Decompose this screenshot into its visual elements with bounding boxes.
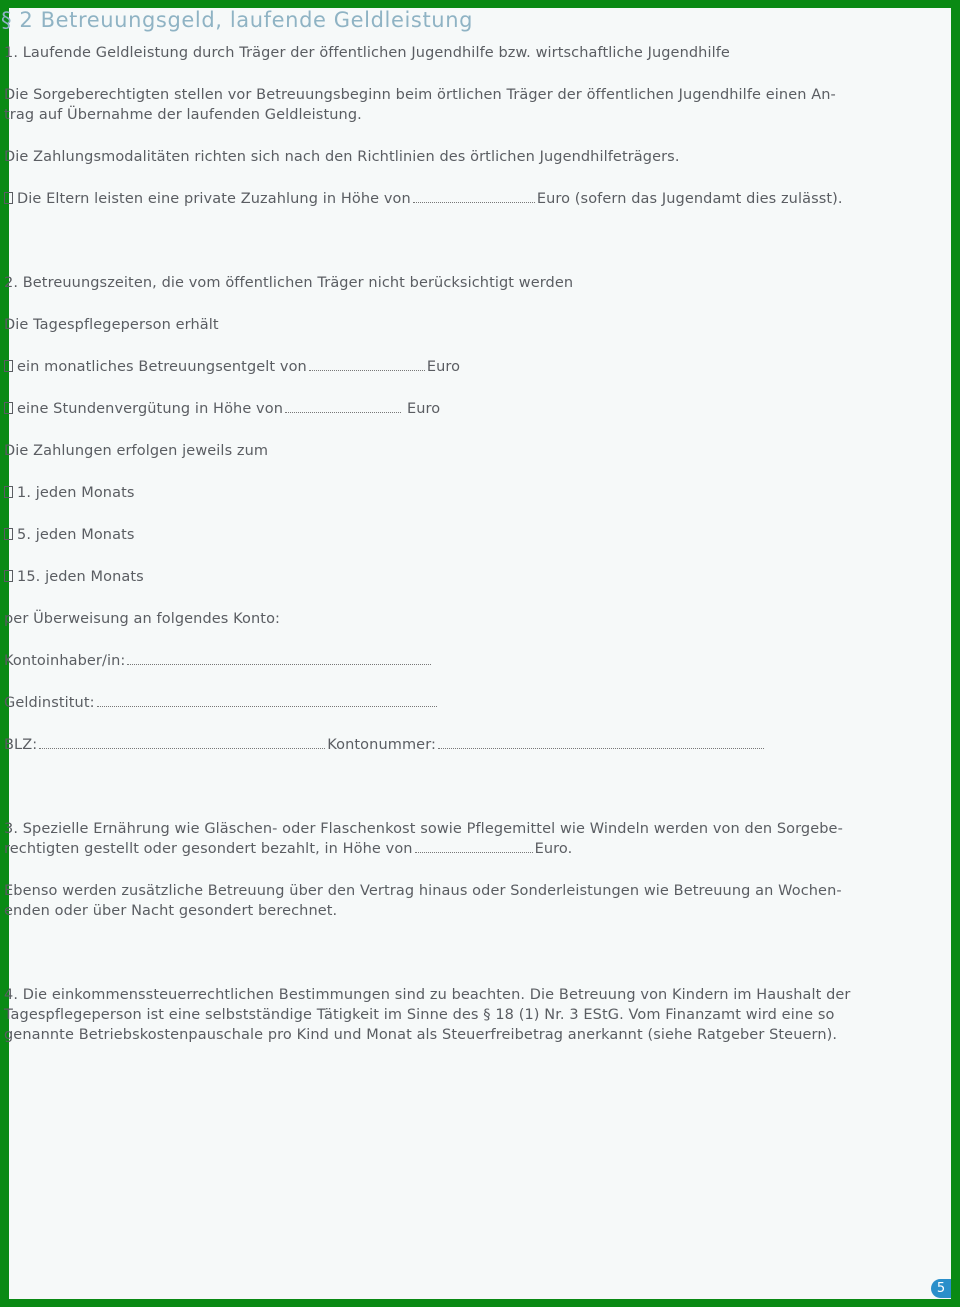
section-heading: § 2 Betreuungsgeld, laufende Geldleistung — [1, 8, 474, 32]
checkbox[interactable] — [4, 402, 13, 414]
checkbox[interactable] — [4, 192, 13, 204]
s2-intro: Die Tagespflegeperson erhält — [4, 317, 219, 333]
s4-line: Tagespflegeperson ist eine selbstständige Tätigkeit im Sinne des § 18 (1) Nr. 3 EStG. Vom Finanzamt wird eine so — [4, 1007, 835, 1023]
s3-line: enden oder über Nacht gesondert berechnet. — [4, 903, 338, 919]
s3-line: 3. Spezielle Ernährung wie Gläschen- oder Flaschenkost sowie Pflegemittel wie Windeln werden von den Sorgebe- — [4, 821, 843, 837]
document-page — [1, 8, 951, 1299]
s2-blz-account: BLZ: Kontonummer: — [4, 737, 766, 753]
s1-option-private-payment: Die Eltern leisten eine private Zuzahlung in Höhe von Euro (sofern das Jugendamt dies zulässt). — [4, 191, 843, 207]
s4-line: genannte Betriebskostenpauschale pro Kind und Monat als Steuerfreibetrag anerkannt (siehe Ratgeber Steuern). — [4, 1027, 838, 1043]
checkbox[interactable] — [4, 486, 13, 498]
fill-in-line[interactable] — [97, 696, 437, 707]
s4-line: 4. Die einkommenssteuerrechtlichen Bestimmungen sind zu beachten. Die Betreuung von Kindern im Haushalt der — [4, 987, 851, 1003]
s1-paragraph: Die Zahlungsmodalitäten richten sich nach den Richtlinien des örtlichen Jugendhilfeträgers. — [4, 149, 680, 165]
checkbox[interactable] — [4, 528, 13, 540]
s2-option-hourly: eine Stundenvergütung in Höhe von Euro — [4, 401, 440, 417]
fill-in-line[interactable] — [285, 402, 401, 413]
fill-in-line[interactable] — [438, 738, 764, 749]
fill-in-line[interactable] — [413, 192, 535, 203]
s2-date-option: 1. jeden Monats — [4, 485, 135, 501]
s2-date-option: 5. jeden Monats — [4, 527, 135, 543]
checkbox[interactable] — [4, 360, 13, 372]
s1-title: 1. Laufende Geldleistung durch Träger der öffentlichen Jugendhilfe bzw. wirtschaftliche Jugendhilfe — [4, 45, 730, 61]
checkbox[interactable] — [4, 570, 13, 582]
s2-payments: Die Zahlungen erfolgen jeweils zum — [4, 443, 269, 459]
fill-in-line[interactable] — [309, 360, 425, 371]
s2-date-option: 15. jeden Monats — [4, 569, 144, 585]
s3-line: Ebenso werden zusätzliche Betreuung über den Vertrag hinaus oder Sonderleistungen wie Betreuung an Wochen- — [4, 883, 842, 899]
fill-in-line[interactable] — [415, 842, 533, 853]
s2-account-holder: Kontoinhaber/in: — [4, 653, 433, 669]
page-number-badge: 5 — [931, 1279, 951, 1298]
s2-transfer: per Überweisung an folgendes Konto: — [4, 611, 281, 627]
fill-in-line[interactable] — [127, 654, 431, 665]
s2-title: 2. Betreuungszeiten, die vom öffentlichen Träger nicht berücksichtigt werden — [4, 275, 574, 291]
fill-in-line[interactable] — [39, 738, 325, 749]
s2-option-monthly: ein monatliches Betreuungsentgelt von Euro — [4, 359, 460, 375]
s1-paragraph-line: Die Sorgeberechtigten stellen vor Betreuungsbeginn beim örtlichen Träger der öffentlichen Jugendhilfe einen An- — [4, 87, 836, 103]
s3-line: rechtigten gestellt oder gesondert bezahlt, in Höhe von Euro. — [4, 841, 573, 857]
s1-paragraph-line: trag auf Übernahme der laufenden Geldleistung. — [4, 107, 362, 123]
s2-bank: Geldinstitut: — [4, 695, 439, 711]
